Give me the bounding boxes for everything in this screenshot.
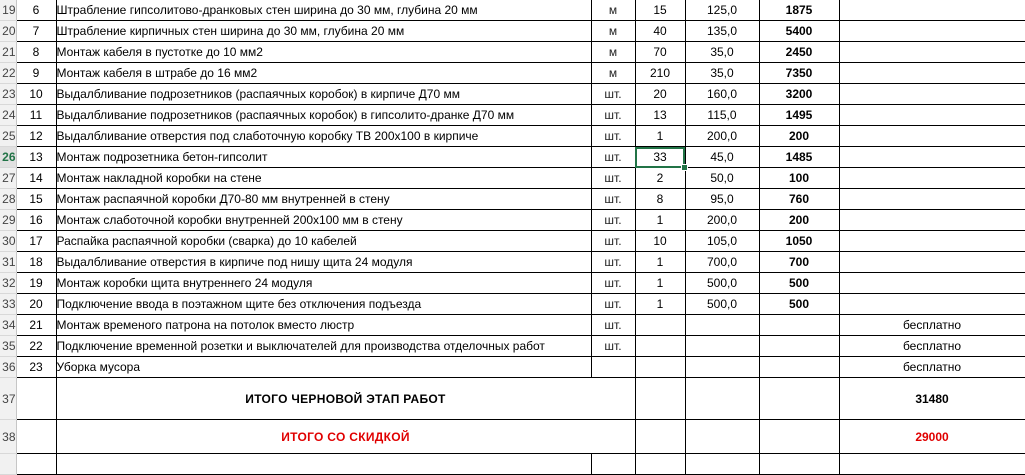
quantity-cell[interactable]: 13 <box>635 105 685 126</box>
work-name-cell[interactable]: Монтаж временого патрона на потолок вместо люстр <box>56 315 591 336</box>
note-cell[interactable] <box>839 21 1025 42</box>
unit-cell[interactable]: м <box>591 63 635 84</box>
table-row <box>0 357 1025 378</box>
table-row <box>0 231 1025 252</box>
price-cell[interactable] <box>685 357 759 378</box>
work-name-cell[interactable]: Монтаж слаботочной коробки внутренней 200х100 мм в стену <box>56 210 591 231</box>
note-cell[interactable] <box>839 0 1025 21</box>
quantity-cell[interactable]: 1 <box>635 294 685 315</box>
unit-cell[interactable]: шт. <box>591 336 635 357</box>
row-header[interactable]: 27 <box>0 168 16 189</box>
price-cell[interactable]: 160,0 <box>685 84 759 105</box>
sum-cell[interactable]: 760 <box>759 189 839 210</box>
work-name-cell[interactable]: Штрабление гипсолитово-дранковых стен ширина до 30 мм, глубина 20 мм <box>56 0 591 21</box>
item-number-cell[interactable]: 15 <box>16 189 56 210</box>
note-cell[interactable] <box>839 168 1025 189</box>
quantity-cell[interactable]: 210 <box>635 63 685 84</box>
price-cell[interactable]: 105,0 <box>685 231 759 252</box>
table-row <box>0 63 1025 84</box>
unit-cell[interactable]: шт. <box>591 273 635 294</box>
sum-cell[interactable] <box>759 315 839 336</box>
empty-cell[interactable] <box>56 454 591 475</box>
work-name-cell[interactable]: Монтаж коробки щита внутреннего 24 модуля <box>56 273 591 294</box>
item-number-cell[interactable]: 8 <box>16 42 56 63</box>
unit-cell[interactable]: шт. <box>591 315 635 336</box>
row-header[interactable]: 21 <box>0 42 16 63</box>
price-cell[interactable]: 125,0 <box>685 0 759 21</box>
note-cell[interactable] <box>839 147 1025 168</box>
work-name-cell[interactable]: Выдалбливание подрозетников (распаячных коробок) в кирпиче Д70 мм <box>56 84 591 105</box>
table-row <box>0 147 1025 168</box>
item-number-cell[interactable]: 11 <box>16 105 56 126</box>
unit-cell[interactable]: шт. <box>591 189 635 210</box>
table-row <box>0 252 1025 273</box>
quantity-cell[interactable] <box>635 357 685 378</box>
row-header[interactable]: 33 <box>0 294 16 315</box>
work-name-cell[interactable]: Выдалбливание подрозетников (распаячных коробок) в гипсолито-дранке Д70 мм <box>56 105 591 126</box>
empty-cell[interactable] <box>685 420 759 454</box>
note-cell[interactable]: бесплатно <box>839 357 1025 378</box>
unit-cell[interactable]: м <box>591 0 635 21</box>
empty-cell[interactable] <box>759 420 839 454</box>
empty-cell[interactable] <box>16 454 56 475</box>
note-cell[interactable] <box>839 126 1025 147</box>
price-cell[interactable]: 700,0 <box>685 252 759 273</box>
table-row <box>0 0 1025 21</box>
empty-cell[interactable] <box>591 454 635 475</box>
unit-cell[interactable]: шт. <box>591 168 635 189</box>
sum-cell[interactable]: 3200 <box>759 84 839 105</box>
price-cell[interactable]: 50,0 <box>685 168 759 189</box>
quantity-cell[interactable]: 1 <box>635 126 685 147</box>
table-row <box>0 189 1025 210</box>
note-cell[interactable] <box>839 84 1025 105</box>
discount-total-value[interactable]: 29000 <box>839 420 1025 454</box>
work-name-cell[interactable]: Монтаж распаячной коробки Д70-80 мм внутренней в стену <box>56 189 591 210</box>
price-cell[interactable]: 95,0 <box>685 189 759 210</box>
sum-cell[interactable]: 1050 <box>759 231 839 252</box>
unit-cell[interactable]: шт. <box>591 252 635 273</box>
total-label[interactable]: ИТОГО ЧЕРНОВОЙ ЭТАП РАБОТ <box>56 378 635 420</box>
work-name-cell[interactable]: Монтаж кабеля в пустотке до 10 мм2 <box>56 42 591 63</box>
item-number-cell[interactable]: 22 <box>16 336 56 357</box>
work-name-cell[interactable]: Подключение временной розетки и выключателей для производства отделочных работ <box>56 336 591 357</box>
work-name-cell[interactable]: Выдалбливание отверстия под слаботочную коробку ТВ 200х100 в кирпиче <box>56 126 591 147</box>
empty-cell[interactable] <box>839 454 1025 475</box>
row-header[interactable]: 32 <box>0 273 16 294</box>
note-cell[interactable] <box>839 294 1025 315</box>
note-cell[interactable] <box>839 189 1025 210</box>
item-number-cell[interactable]: 21 <box>16 315 56 336</box>
total-value[interactable]: 31480 <box>839 378 1025 420</box>
empty-cell[interactable] <box>685 454 759 475</box>
row-header[interactable]: 26 <box>0 147 16 168</box>
work-name-cell[interactable]: Монтаж подрозетника бетон-гипсолит <box>56 147 591 168</box>
row-header[interactable]: 20 <box>0 21 16 42</box>
sum-cell[interactable]: 500 <box>759 273 839 294</box>
total-row <box>0 378 1025 420</box>
note-cell[interactable] <box>839 273 1025 294</box>
unit-cell[interactable]: шт. <box>591 147 635 168</box>
item-number-cell[interactable]: 14 <box>16 168 56 189</box>
price-cell[interactable]: 500,0 <box>685 294 759 315</box>
work-name-cell[interactable]: Штрабление кирпичных стен ширина до 30 мм, глубина 20 мм <box>56 21 591 42</box>
sum-cell[interactable] <box>759 336 839 357</box>
work-name-cell[interactable]: Монтаж накладной коробки на стене <box>56 168 591 189</box>
discount-total-label[interactable]: ИТОГО СО СКИДКОЙ <box>56 420 635 454</box>
sum-cell[interactable]: 1485 <box>759 147 839 168</box>
sum-cell[interactable]: 1875 <box>759 0 839 21</box>
row-header[interactable]: 34 <box>0 315 16 336</box>
quantity-cell[interactable]: 1 <box>635 210 685 231</box>
item-number-cell[interactable]: 17 <box>16 231 56 252</box>
table-row <box>0 168 1025 189</box>
note-cell[interactable] <box>839 252 1025 273</box>
row-header[interactable]: 29 <box>0 210 16 231</box>
item-number-cell[interactable]: 13 <box>16 147 56 168</box>
note-cell[interactable] <box>839 210 1025 231</box>
item-number-cell[interactable]: 18 <box>16 252 56 273</box>
work-name-cell[interactable]: Распайка распаячной коробки (сварка) до 10 кабелей <box>56 231 591 252</box>
quantity-cell[interactable]: 15 <box>635 0 685 21</box>
item-number-cell[interactable]: 23 <box>16 357 56 378</box>
note-cell[interactable] <box>839 63 1025 84</box>
note-cell[interactable] <box>839 105 1025 126</box>
work-name-cell[interactable]: Уборка мусора <box>56 357 591 378</box>
row-header[interactable]: 30 <box>0 231 16 252</box>
item-number-cell[interactable]: 16 <box>16 210 56 231</box>
unit-cell[interactable]: шт. <box>591 210 635 231</box>
quantity-cell[interactable]: 8 <box>635 189 685 210</box>
item-number-cell[interactable]: 12 <box>16 126 56 147</box>
item-number-cell[interactable]: 9 <box>16 63 56 84</box>
sum-cell[interactable]: 200 <box>759 126 839 147</box>
empty-cell[interactable] <box>759 454 839 475</box>
unit-cell[interactable]: шт. <box>591 126 635 147</box>
sum-cell[interactable]: 100 <box>759 168 839 189</box>
quantity-cell[interactable]: 20 <box>635 84 685 105</box>
price-cell[interactable]: 115,0 <box>685 105 759 126</box>
empty-cell[interactable] <box>16 378 56 420</box>
table-row <box>0 210 1025 231</box>
empty-row <box>0 454 1025 475</box>
item-number-cell[interactable]: 7 <box>16 21 56 42</box>
selected-cell[interactable]: 33 <box>635 147 685 168</box>
row-header[interactable]: 36 <box>0 357 16 378</box>
empty-cell[interactable] <box>635 454 685 475</box>
work-name-cell[interactable]: Монтаж кабеля в штрабе до 16 мм2 <box>56 63 591 84</box>
table-row <box>0 294 1025 315</box>
sum-cell[interactable] <box>759 357 839 378</box>
fill-handle[interactable] <box>681 164 688 171</box>
note-cell[interactable]: бесплатно <box>839 315 1025 336</box>
price-cell[interactable]: 35,0 <box>685 63 759 84</box>
quantity-cell[interactable]: 10 <box>635 231 685 252</box>
table-row <box>0 42 1025 63</box>
item-number-cell[interactable]: 10 <box>16 84 56 105</box>
row-header[interactable]: 25 <box>0 126 16 147</box>
sum-cell[interactable]: 200 <box>759 210 839 231</box>
quantity-cell[interactable] <box>635 315 685 336</box>
unit-cell[interactable] <box>591 357 635 378</box>
row-header[interactable]: 23 <box>0 84 16 105</box>
table-row <box>0 105 1025 126</box>
discount-total-row <box>0 420 1025 454</box>
table-row <box>0 336 1025 357</box>
note-cell[interactable]: бесплатно <box>839 336 1025 357</box>
price-cell[interactable]: 200,0 <box>685 210 759 231</box>
price-cell[interactable]: 135,0 <box>685 21 759 42</box>
row-header[interactable]: 19 <box>0 0 16 21</box>
price-cell[interactable]: 200,0 <box>685 126 759 147</box>
empty-cell[interactable] <box>16 420 56 454</box>
unit-cell[interactable]: м <box>591 42 635 63</box>
row-header[interactable] <box>0 454 16 475</box>
table-row <box>0 84 1025 105</box>
sum-cell[interactable]: 7350 <box>759 63 839 84</box>
item-number-cell[interactable]: 20 <box>16 294 56 315</box>
row-header[interactable]: 24 <box>0 105 16 126</box>
unit-cell[interactable]: шт. <box>591 105 635 126</box>
work-name-cell[interactable]: Подключение ввода в поэтажном щите без отключения подъезда <box>56 294 591 315</box>
table-row <box>0 273 1025 294</box>
sum-cell[interactable]: 500 <box>759 294 839 315</box>
price-cell[interactable]: 500,0 <box>685 273 759 294</box>
row-header[interactable]: 31 <box>0 252 16 273</box>
quantity-cell[interactable]: 2 <box>635 168 685 189</box>
price-cell[interactable]: 35,0 <box>685 42 759 63</box>
row-header[interactable]: 38 <box>0 420 16 454</box>
quantity-cell[interactable]: 1 <box>635 273 685 294</box>
unit-cell[interactable]: шт. <box>591 84 635 105</box>
table-row <box>0 21 1025 42</box>
unit-cell[interactable]: м <box>591 21 635 42</box>
sum-cell[interactable]: 2450 <box>759 42 839 63</box>
sum-cell[interactable]: 1495 <box>759 105 839 126</box>
row-header[interactable]: 22 <box>0 63 16 84</box>
item-number-cell[interactable]: 19 <box>16 273 56 294</box>
unit-cell[interactable]: шт. <box>591 231 635 252</box>
empty-cell[interactable] <box>635 378 685 420</box>
price-cell[interactable]: 45,0 <box>685 147 759 168</box>
row-header[interactable]: 37 <box>0 378 16 420</box>
quantity-cell[interactable] <box>635 336 685 357</box>
empty-cell[interactable] <box>635 420 685 454</box>
note-cell[interactable] <box>839 231 1025 252</box>
item-number-cell[interactable]: 6 <box>16 0 56 21</box>
empty-cell[interactable] <box>759 378 839 420</box>
quantity-cell[interactable]: 70 <box>635 42 685 63</box>
price-cell[interactable] <box>685 336 759 357</box>
price-cell[interactable] <box>685 315 759 336</box>
table-row <box>0 315 1025 336</box>
note-cell[interactable] <box>839 42 1025 63</box>
table-row <box>0 126 1025 147</box>
sum-cell[interactable]: 700 <box>759 252 839 273</box>
unit-cell[interactable]: шт. <box>591 294 635 315</box>
row-header[interactable]: 35 <box>0 336 16 357</box>
row-header[interactable]: 28 <box>0 189 16 210</box>
quantity-cell[interactable]: 1 <box>635 252 685 273</box>
work-name-cell[interactable]: Выдалбливание отверстия в кирпиче под нишу щита 24 модуля <box>56 252 591 273</box>
quantity-cell[interactable]: 40 <box>635 21 685 42</box>
sum-cell[interactable]: 5400 <box>759 21 839 42</box>
empty-cell[interactable] <box>685 378 759 420</box>
